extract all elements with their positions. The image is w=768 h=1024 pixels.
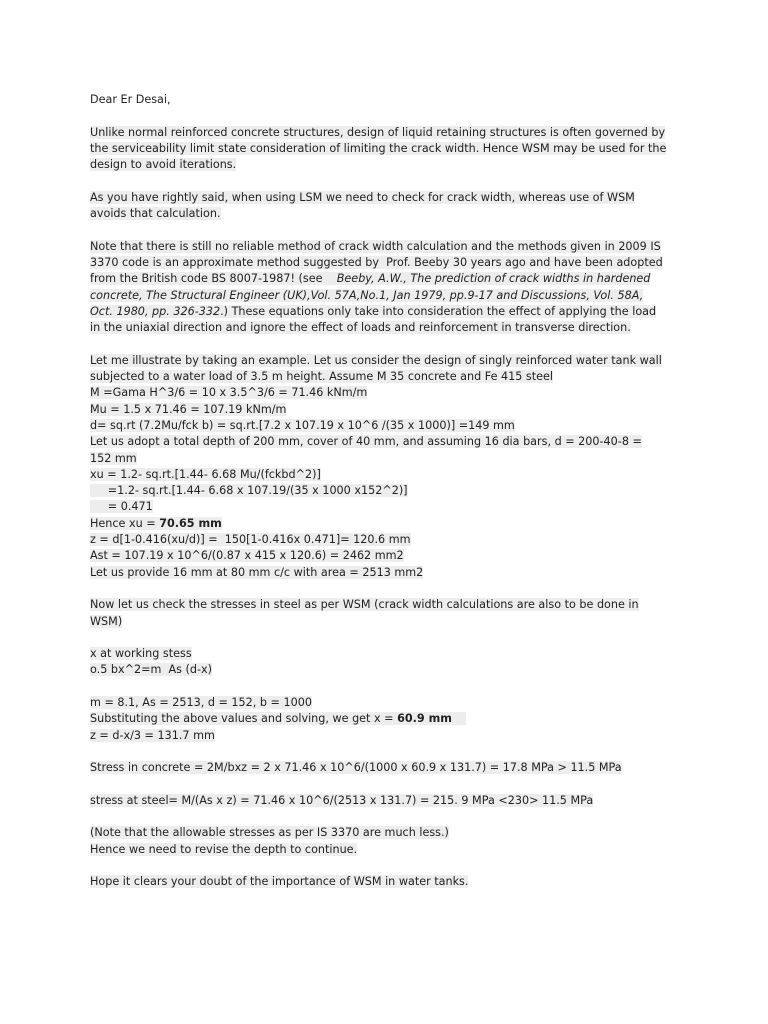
paragraph-line: As you have rightly said, when using LSM we need to check for crack width, whereas use of WSM [90, 190, 635, 204]
paragraph-line: Unlike normal reinforced concrete structures, design of liquid retaining structures is often governed by [90, 125, 666, 139]
salutation [90, 92, 690, 108]
equation-line: = 0.471 [90, 500, 153, 514]
paragraph-closing [90, 874, 690, 890]
equation-line: Mu = 1.5 x 71.46 = 107.19 kNm/m [90, 402, 287, 416]
paragraph-line: the serviceability limit state consideration of limiting the crack width. Hence WSM may be used for the [90, 141, 667, 155]
equation-line: d= sq.rt (7.2Mu/fck b) = sq.rt.[7.2 x 107.19 x 10^6 /(35 x 1000)] =149 mm [90, 418, 515, 432]
paragraph-line: .) These equations only take into consideration the effect of applying the load [220, 304, 657, 318]
citation-text: Oct. 1980, pp. 326-332 [90, 304, 221, 318]
paragraph-line: Note that there is still no reliable method of crack width calculation and the methods given in 2009 IS [90, 239, 661, 253]
paragraph-line: Let us adopt a total depth of 200 mm, cover of 40 mm, and assuming 16 dia bars, d = 200-40-8 = [90, 435, 642, 449]
paragraph-line: in the uniaxial direction and ignore the effect of loads and reinforcement in transverse direction. [90, 321, 631, 335]
paragraph-steel-stress [90, 793, 690, 809]
equation-line: xu = 1.2- sq.rt.[1.44- 6.68 Mu/(fckbd^2)] [90, 467, 321, 481]
paragraph-line: design to avoid iterations. [90, 158, 237, 172]
equation-line: m = 8.1, As = 2513, d = 152, b = 1000 [90, 695, 312, 709]
citation-text: Beeby, A.W., The prediction of crack widths in hardened [336, 272, 651, 286]
paragraph-concrete-stress [90, 760, 690, 776]
equation-line: M =Gama H^3/6 = 10 x 3.5^3/6 = 71.46 kNm/m [90, 386, 368, 400]
paragraph-line: avoids that calculation. [90, 207, 221, 221]
paragraph-line: (Note that the allowable stresses as per IS 3370 are much less.) [90, 826, 449, 840]
paragraph-working-stress [90, 646, 690, 679]
result-value: 60.9 mm [397, 712, 452, 726]
paragraph-note [90, 825, 690, 858]
paragraph-line: subjected to a water load of 3.5 m height. Assume M 35 concrete and Fe 415 steel [90, 370, 554, 384]
paragraph-line: Hence we need to revise the depth to continue. [90, 842, 358, 856]
equation-line: Ast = 107.19 x 10^6/(0.87 x 415 x 120.6) = 2462 mm2 [90, 549, 404, 563]
equation-line: Stress in concrete = 2M/bxz = 2 x 71.46 x 10^6/(1000 x 60.9 x 131.7) = 17.8 MPa > 11.5 MPa [90, 761, 622, 775]
citation-text: concrete, The Structural Engineer (UK),Vol. 57A,No.1, Jan 1979, pp.9-17 and Discussions, Vol. 58A, [90, 288, 644, 302]
paragraph-wsm-intro [90, 125, 690, 174]
paragraph-line: 152 mm [90, 451, 137, 465]
equation-line: Let us provide 16 mm at 80 mm c/c with area = 2513 mm2 [90, 565, 424, 579]
paragraph-line: 3370 code is an approximate method suggested by Prof. Beeby 30 years ago and have been adopted [90, 255, 663, 269]
equation-line: o.5 bx^2=m As (d-x) [90, 663, 213, 677]
paragraph-line: Let me illustrate by taking an example. Let us consider the design of singly reinforced water tank wall [90, 353, 662, 367]
paragraph-line: WSM) [90, 614, 123, 628]
paragraph-crack-width [90, 239, 690, 337]
equation-line: =1.2- sq.rt.[1.44- 6.68 x 107.19/(35 x 1000 x152^2)] [90, 484, 408, 498]
paragraph-line: Hope it clears your doubt of the importance of WSM in water tanks. [90, 875, 469, 889]
equation-line: Hence xu = [90, 516, 160, 530]
letter-body [90, 92, 690, 907]
paragraph-substitution [90, 695, 690, 744]
salutation-text: Dear Er Desai, [90, 93, 171, 106]
result-value: 70.65 mm [159, 516, 222, 530]
paragraph-line: from the British code BS 8007-1987! (see [90, 272, 337, 286]
equation-line: z = d-x/3 = 131.7 mm [90, 728, 215, 742]
paragraph-lsm [90, 190, 690, 223]
trailing-space [452, 712, 466, 725]
equation-line: x at working stess [90, 647, 192, 661]
equation-line: z = d[1-0.416(xu/d)] = 150[1-0.416x 0.471]= 120.6 mm [90, 533, 411, 547]
equation-line: stress at steel= M/(As x z) = 71.46 x 10^6/(2513 x 131.7) = 215. 9 MPa <230> 11.5 MPa [90, 793, 594, 807]
paragraph-wsm-check [90, 597, 690, 630]
paragraph-line: Now let us check the stresses in steel as per WSM (crack width calculations are also to be done in [90, 598, 639, 612]
paragraph-example [90, 353, 690, 581]
equation-line: Substituting the above values and solving, we get x = [90, 712, 398, 726]
